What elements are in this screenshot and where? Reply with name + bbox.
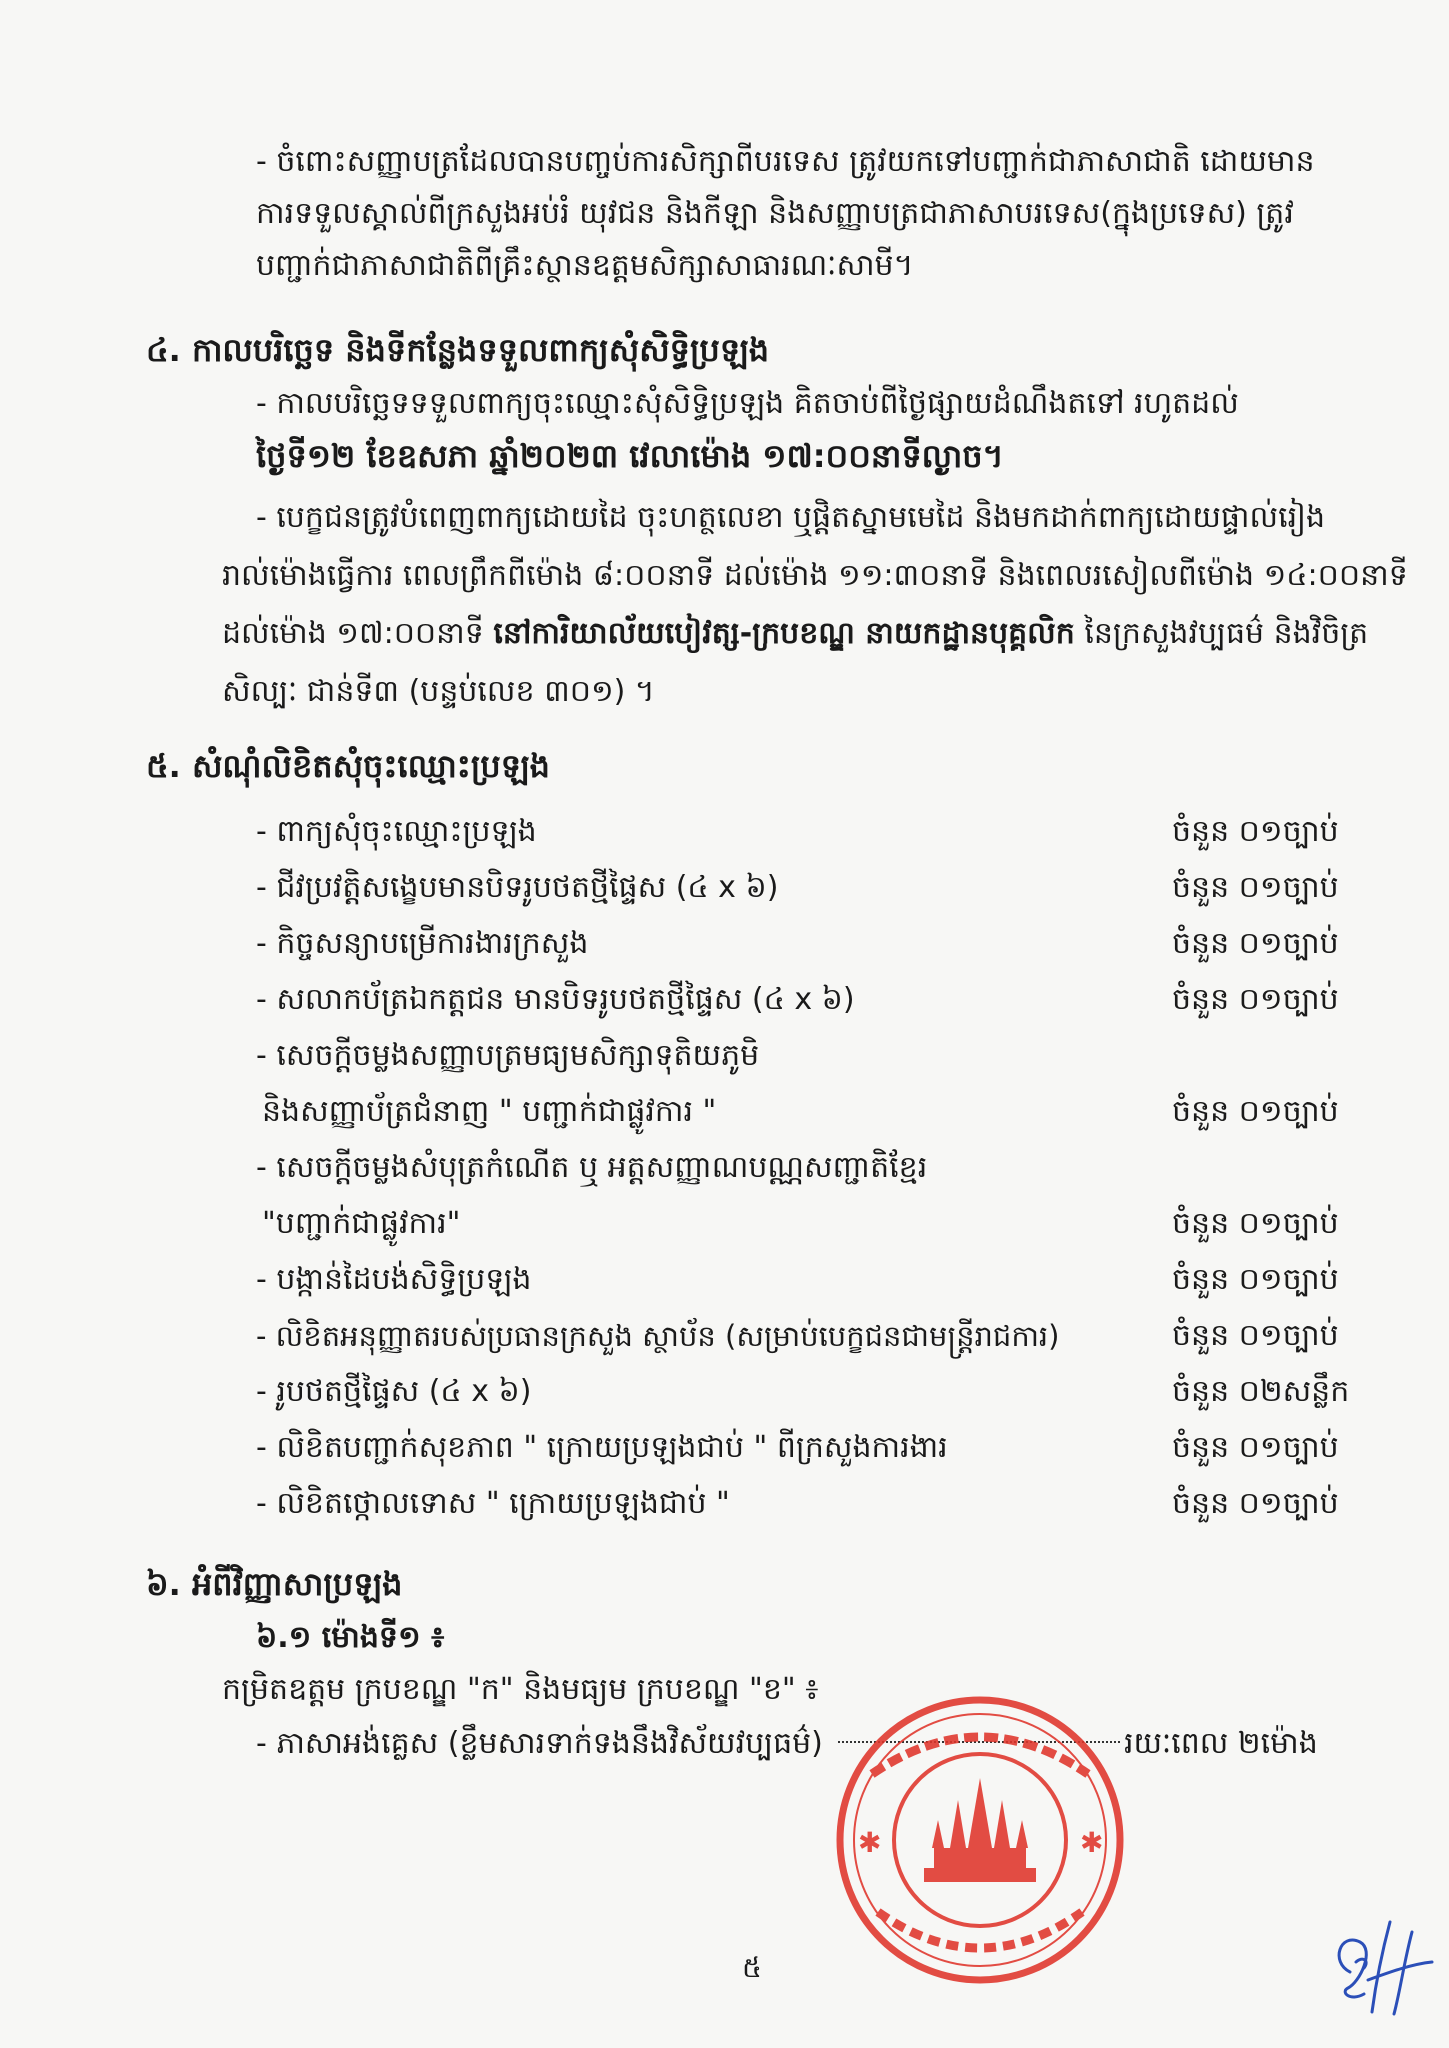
intro-line-2: ការទទួលស្គាល់ពីក្រសួងអប់រំ យុវជន និងកីឡា និងសញ្ញាបត្រជាភាសាបរទេស(ក្នុងប្រទេស) ត្រូវ — [256, 196, 1294, 231]
doc-item-3-qty: ចំនួន ០១ច្បាប់ — [1172, 926, 1339, 961]
doc-item-6-cont: "បញ្ជាក់ជាផ្លូវការ" — [262, 1206, 461, 1241]
official-seal-icon — [832, 1692, 1128, 1988]
doc-item-5: - សេចក្តីចម្លងសញ្ញាបត្រមធ្យមសិក្សាទុតិយភូមិ — [256, 1038, 760, 1073]
doc-item-10-qty: ចំនួន ០១ច្បាប់ — [1172, 1430, 1339, 1465]
doc-item-11: - លិខិតថ្កោលទោស " ក្រោយប្រឡងជាប់ " — [256, 1486, 730, 1521]
svg-text:✱: ✱ — [1080, 1826, 1104, 1859]
doc-item-2: - ជីវប្រវត្តិសង្ខេបមានបិទរូបថតថ្មីផ្ទៃស (៤ x ៦) — [256, 870, 779, 905]
signature-icon — [1320, 1902, 1440, 2022]
doc-item-7: - បង្កាន់ដៃបង់សិទ្ធិប្រឡង — [256, 1262, 532, 1297]
doc-item-5-cont: និងសញ្ញាប័ត្រជំនាញ " បញ្ជាក់ជាផ្លូវការ " — [262, 1094, 717, 1129]
section-6-heading: ៦. អំពីវិញ្ញាសាប្រឡង — [146, 1565, 403, 1603]
section-6-level: កម្រិតឧត្តម ក្របខណ្ឌ "ក" និងមធ្យម ក្របខណ្ឌ "ខ" ៖ — [222, 1672, 819, 1707]
doc-item-1-qty: ចំនួន ០១ច្បាប់ — [1172, 814, 1339, 849]
section-4-heading: ៤. កាលបរិច្ឆេទ និងទីកន្លែងទទួលពាក្យសុំសិទ្ធិប្រឡង — [146, 331, 770, 369]
section-4-p2-line-1: - បេក្ខជនត្រូវបំពេញពាក្យដោយដៃ ចុះហត្ថលេខា ឬផ្តិតស្នាមមេដៃ និងមកដាក់ពាក្យដោយផ្ទាល់រៀង — [256, 500, 1326, 535]
section-4-p2-line-4: សិល្បៈ ជាន់ទី៣ (បន្ទប់លេខ ៣០១) ។ — [222, 674, 655, 709]
section-4-p1-line-1: - កាលបរិច្ឆេទទទួលពាក្យចុះឈ្មោះសុំសិទ្ធិប្រឡង គិតចាប់ពីថ្ងៃផ្សាយដំណឹងតទៅ រហូតដល់ — [256, 386, 1239, 421]
doc-item-1: - ពាក្យសុំចុះឈ្មោះប្រឡង — [256, 814, 537, 849]
section-4-p2-line-2: រាល់ម៉ោងធ្វើការ ពេលព្រឹកពីម៉ោង ៨:០០នាទី ដល់ម៉ោង ១១:៣០នាទី និងពេលរសៀលពីម៉ោង ១៤:០០នាទី — [222, 558, 1408, 593]
doc-item-2-qty: ចំនួន ០១ច្បាប់ — [1172, 870, 1339, 905]
intro-line-1: - ចំពោះសញ្ញាបត្រដែលបានបញ្ចប់ការសិក្សាពីបរទេស ត្រូវយកទៅបញ្ជាក់ជាភាសាជាតិ ដោយមាន — [256, 144, 1315, 179]
page-number: ៥ — [742, 1951, 762, 1984]
doc-item-6: - សេចក្តីចម្លងសំបុត្រកំណើត ឬ អត្តសញ្ញាណបណ្ណសញ្ជាតិខ្មែរ — [256, 1150, 928, 1185]
doc-item-10: - លិខិតបញ្ជាក់សុខភាព " ក្រោយប្រឡងជាប់ " ពីក្រសួងការងារ — [256, 1430, 948, 1465]
doc-item-11-qty: ចំនួន ០១ច្បាប់ — [1172, 1486, 1339, 1521]
intro-line-3: បញ្ជាក់ជាភាសាជាតិពីគ្រឹះស្ថានឧត្តមសិក្សាសាធារណៈសាមី។ — [256, 248, 914, 283]
doc-item-9-qty: ចំនួន ០២សន្លឹក — [1172, 1374, 1350, 1409]
doc-item-8-qty: ចំនួន ០១ច្បាប់ — [1172, 1318, 1339, 1353]
section-6-duration: រយៈពេល ២ម៉ោង — [1124, 1726, 1318, 1761]
svg-text:✱: ✱ — [858, 1826, 882, 1859]
doc-item-9: - រូបថតថ្មីផ្ទៃស (៤ x ៦) — [256, 1374, 532, 1409]
section-4-deadline: ថ្ងៃទី១២ ខែឧសភា ឆ្នាំ២០២៣ វេលាម៉ោង ១៧:០០នាទីល្ងាច។ — [256, 437, 1004, 475]
section-4-office-name: នៅការិយាល័យបៀវត្ស-ក្របខណ្ឌ នាយកដ្ឋានបុគ្គលិក — [493, 616, 1075, 651]
doc-item-4: - សលាកប័ត្រឯកត្តជន មានបិទរូបថតថ្មីផ្ទៃស (៤ x ៦) — [256, 982, 855, 1017]
doc-item-8: - លិខិតអនុញ្ញាតរបស់ប្រធានក្រសួង ស្ថាប័ន (សម្រាប់បេក្ខជនជាមន្ត្រីរាជការ) — [256, 1319, 1060, 1353]
doc-item-3: - កិច្ចសន្យាបម្រើការងារក្រសួង — [256, 926, 589, 961]
section-5-heading: ៥. សំណុំលិខិតសុំចុះឈ្មោះប្រឡង — [146, 747, 550, 785]
section-4-p2-line-3 — [222, 614, 1368, 654]
section-4-p2-line-3c: នៃក្រសួងវប្បធម៌ និងវិចិត្រ — [1074, 616, 1369, 651]
section-4-p2-line-3a: ដល់ម៉ោង ១៧:០០នាទី — [222, 616, 494, 651]
doc-item-7-qty: ចំនួន ០១ច្បាប់ — [1172, 1262, 1339, 1297]
doc-item-4-qty: ចំនួន ០១ច្បាប់ — [1172, 982, 1339, 1017]
section-6-sub-heading: ៦.១ ម៉ោងទី១ ៖ — [256, 1620, 445, 1655]
doc-item-6-qty: ចំនួន ០១ច្បាប់ — [1172, 1206, 1339, 1241]
doc-item-5-qty: ចំនួន ០១ច្បាប់ — [1172, 1094, 1339, 1129]
section-6-subject: - ភាសាអង់គ្លេស (ខ្លឹមសារទាក់ទងនឹងវិស័យវប្បធម៌) — [256, 1726, 823, 1761]
